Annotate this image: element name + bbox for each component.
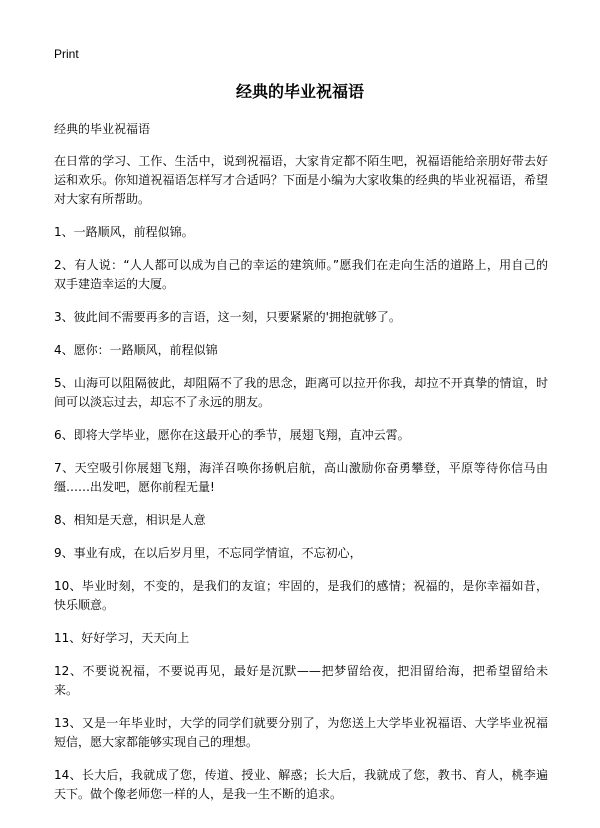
list-item: 3、彼此间不需要再多的言语，这一刻，只要紧紧的'拥抱就够了。 bbox=[54, 310, 401, 324]
document-title: 经典的毕业祝福语 bbox=[235, 82, 364, 101]
list-item: 8、相知是天意，相识是人意 bbox=[54, 513, 206, 527]
list-item: 10、毕业时刻，不变的，是我们的友谊；牢固的，是我们的感情；祝福的，是你幸福如昔，快乐顺意。 bbox=[54, 579, 548, 612]
list-item: 4、愿你：一路顺风，前程似锦 bbox=[54, 343, 218, 357]
print-label[interactable]: Print bbox=[54, 47, 79, 61]
intro-paragraph: 在日常的学习、工作、生活中，说到祝福语，大家肯定都不陌生吧，祝福语能给亲朋好带去好运和欢乐。你知道祝福语怎样写才合适吗？下面是小编为大家收集的经典的毕业祝福语，希望对大家有所帮助。 bbox=[54, 154, 548, 206]
document-body bbox=[54, 152, 548, 818]
list-item: 7、天空吸引你展翅飞翔，海洋召唤你扬帆启航，高山激励你奋勇攀登，平原等待你信马由缰……出发吧，愿你前程无量! bbox=[54, 461, 548, 494]
list-item: 11、好好学习，天天向上 bbox=[54, 631, 190, 645]
list-item: 12、不要说祝福，不要说再见，最好是沉默——把梦留给夜，把泪留给海，把希望留给未来。 bbox=[54, 664, 548, 697]
document-subtitle: 经典的毕业祝福语 bbox=[54, 122, 151, 136]
list-item: 1、一路顺风，前程似锦。 bbox=[54, 225, 194, 239]
list-item: 6、即将大学毕业，愿你在这最开心的季节，展翅飞翔，直冲云霄。 bbox=[54, 428, 410, 442]
list-item: 14、长大后，我就成了您，传道、授业、解惑；长大后，我就成了您，教书、育人，桃李遍天下。做个像老师您一样的人，是我一生不断的追求。 bbox=[54, 768, 548, 801]
list-item: 2、有人说：“人人都可以成为自己的幸运的建筑师。”愿我们在走向生活的道路上，用自己的双手建造幸运的大厦。 bbox=[54, 258, 548, 291]
list-item: 13、又是一年毕业时，大学的同学们就要分别了，为您送上大学毕业祝福语、大学毕业祝福短信，愿大家都能够实现自己的理想。 bbox=[54, 716, 548, 749]
list-item: 9、事业有成，在以后岁月里，不忘同学情谊，不忘初心， bbox=[54, 546, 362, 560]
list-item: 5、山海可以阻隔彼此，却阻隔不了我的思念，距离可以拉开你我，却拉不开真挚的情谊，时间可以淡忘过去，却忘不了永远的朋友。 bbox=[54, 376, 548, 409]
